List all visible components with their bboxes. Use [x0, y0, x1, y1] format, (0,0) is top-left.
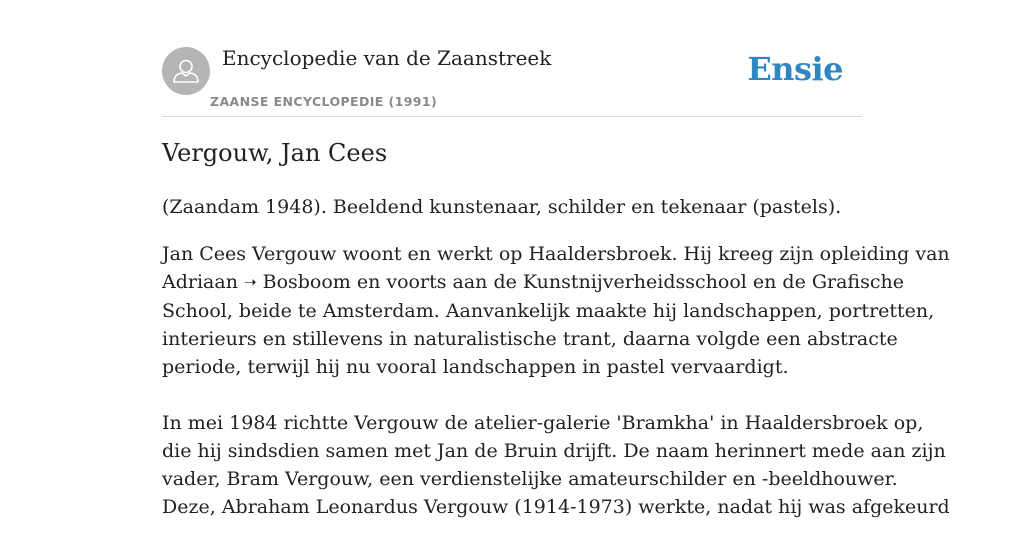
article-body: [162, 240, 950, 549]
user-silhouette-icon[interactable]: [162, 47, 210, 95]
text-line: School, beide te Amsterdam. Aanvankelijk maakte hij landschappen, portretten,: [162, 300, 935, 322]
ensie-logo[interactable]: Ensie: [747, 50, 843, 88]
text-fragment: Adriaan: [162, 271, 244, 293]
text-line: die hij sindsdien samen met Jan de Bruin drijft. De naam herinnert mede aan zijn: [162, 440, 946, 462]
text-fragment: en voorts aan de Kunstnijverheidsschool en de Grafische: [350, 271, 904, 293]
cross-reference-link-bosboom[interactable]: Bosboom: [262, 271, 351, 293]
text-line: periode, terwijl hij nu vooral landschappen in pastel vervaardigt.: [162, 356, 789, 378]
source-title-link[interactable]: Encyclopedie van de Zaanstreek: [222, 46, 552, 70]
text-line: vader, Bram Vergouw, een verdienstelijke amateurschilder en -beeldhouwer.: [162, 468, 898, 490]
article-page: [162, 0, 950, 518]
cross-reference-arrow-icon: ➝: [243, 273, 257, 291]
article-title: Vergouw, Jan Cees: [162, 139, 388, 167]
paragraph-2: [162, 409, 950, 521]
source-header: [162, 0, 862, 117]
text-line: In mei 1984 richtte Vergouw de atelier-galerie 'Bramkha' in Haaldersbroek op,: [162, 412, 924, 434]
paragraph-1: [162, 240, 950, 381]
text-line: Deze, Abraham Leonardus Vergouw (1914-1973) werkte, nadat hij was afgekeurd: [162, 496, 950, 518]
text-line: [162, 268, 904, 297]
text-line: Jan Cees Vergouw woont en werkt op Haaldersbroek. Hij kreeg zijn opleiding van: [162, 243, 950, 265]
source-subtitle: ZAANSE ENCYCLOPEDIE (1991): [210, 94, 438, 109]
article-lead: (Zaandam 1948). Beeldend kunstenaar, schilder en tekenaar (pastels).: [162, 196, 842, 218]
text-line: interieurs en stillevens in naturalistische trant, daarna volgde een abstracte: [162, 328, 898, 350]
